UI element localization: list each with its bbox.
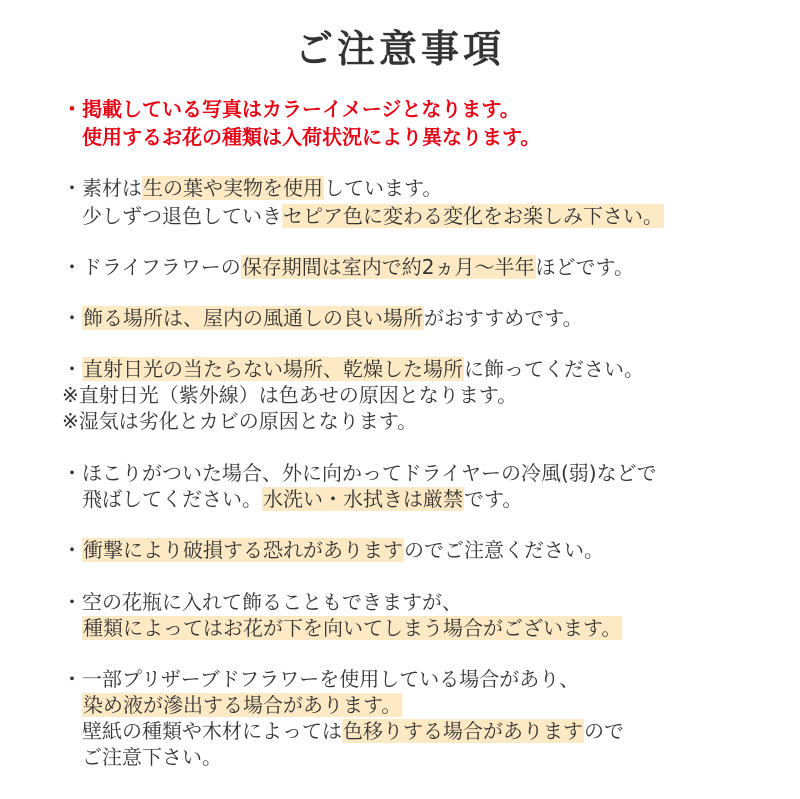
item-sunlight-line (62, 356, 644, 382)
item-vase-line-1: ・空の花瓶に入れて飾ることもできますが、 (62, 590, 462, 614)
item-materials-highlight-2: セピア色に変わる変化をお楽しみ下さい。 (283, 204, 663, 228)
item-placement-bullet: ・ (62, 306, 82, 330)
page-title: ご注意事項 (294, 27, 505, 71)
item-materials-text: ・素材は (62, 176, 142, 200)
item-materials-line-1 (62, 175, 442, 201)
item-preserved-text-end: ので (584, 719, 624, 743)
item-placement-highlight: 飾る場所は、屋内の風通しの良い場所 (83, 306, 423, 330)
item-dust-highlight: 水洗い・水拭きは厳禁 (263, 487, 463, 511)
item-storage-text: ・ドライフラワーの (62, 255, 241, 279)
item-materials-highlight: 生の葉や実物を使用 (143, 176, 323, 200)
item-dust-line-1: ・ほこりがついた場合、外に向かってドライヤーの冷風(弱)などで (62, 461, 657, 485)
item-dust-text: 飛ばしてください。 (82, 487, 262, 511)
item-vase-highlight: 種類によってはお花が下を向いてしまう場合がございます。 (83, 616, 622, 640)
item-placement-text-end: がおすすめです。 (424, 306, 583, 330)
item-preserved-highlight: 染め液が滲出する場合があります。 (83, 693, 402, 717)
item-impact-line (62, 537, 604, 563)
item-sunlight-highlight: 直射日光の当たらない場所、乾燥した場所 (83, 357, 463, 381)
item-materials-text-end: しています。 (324, 176, 443, 200)
item-materials-text-2: 少しずつ退色していき (82, 204, 282, 228)
item-sunlight-bullet: ・ (62, 357, 82, 381)
item-storage-text-end: ほどです。 (535, 255, 634, 279)
item-preserved-line-3 (82, 718, 624, 744)
item-vase-line-2 (82, 615, 622, 641)
item-preserved-line-1: ・一部プリザーブドフラワーを使用している場合があり、 (62, 667, 580, 691)
warning-line-2: 使用するお花の種類は入荷状況により異なります。 (82, 125, 541, 149)
item-sunlight-text-end: に飾ってください。 (464, 357, 644, 381)
item-sunlight-note-2: ※湿気は劣化とカビの原因となります。 (62, 409, 418, 433)
item-dust-text-end: です。 (464, 487, 523, 511)
item-preserved-line-4: ご注意下さい。 (82, 745, 222, 769)
item-preserved-line-2 (82, 692, 402, 718)
item-dust-line-2 (82, 486, 522, 512)
item-placement-line (62, 305, 583, 331)
item-storage-highlight: 保存期間は室内で約2ヵ月〜半年 (241, 255, 535, 279)
item-impact-highlight: 衝撃により破損する恐れがあります (83, 538, 403, 562)
warning-line-1: ・掲載している写真はカラーイメージとなります。 (62, 97, 520, 121)
item-preserved-text: 壁紙の種類や木材によっては (82, 719, 342, 743)
item-materials-line-2 (82, 203, 664, 229)
item-sunlight-note-1: ※直射日光（紫外線）は色あせの原因となります。 (62, 383, 518, 407)
item-impact-bullet: ・ (62, 538, 82, 562)
item-preserved-highlight-2: 色移りする場合があります (343, 719, 583, 743)
item-impact-text-end: のでご注意ください。 (404, 538, 604, 562)
item-storage-line (62, 254, 634, 280)
